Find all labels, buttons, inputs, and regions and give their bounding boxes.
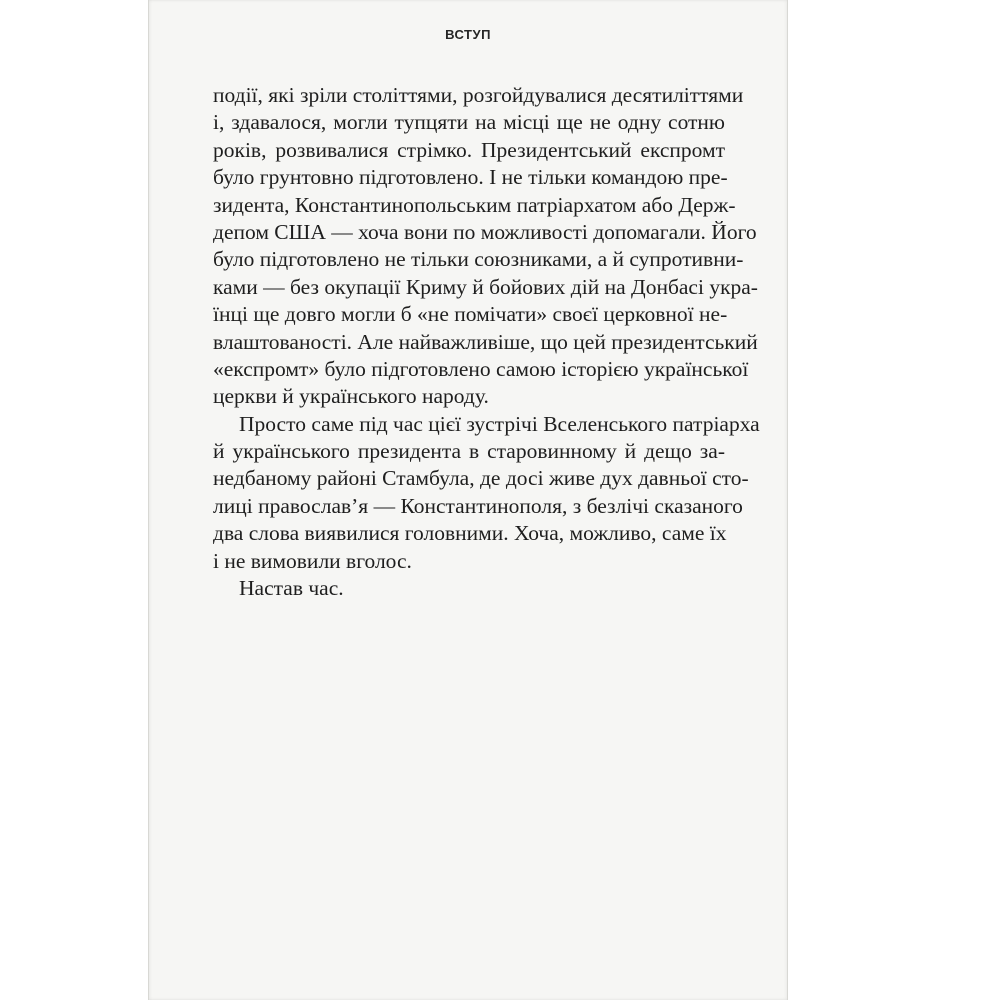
paragraph-1 xyxy=(213,82,758,411)
text-line: їнці ще довго могли б «не помічати» своєї церковної не- xyxy=(213,302,728,327)
text-line: й українського президента в старовинному й дещо за- xyxy=(213,439,725,464)
body-text xyxy=(213,82,760,602)
text-line: і, здавалося, могли тупцяти на місці ще не одну сотню xyxy=(213,110,725,135)
text-line: років, розвивалися стрімко. Президентський експромт xyxy=(213,137,725,162)
page-right-edge xyxy=(787,0,788,1000)
text-line: лиці православ’я — Константинополя, з безлічі сказаного xyxy=(213,493,743,518)
text-line: депом США — хоча вони по можливості допомагали. Його xyxy=(213,219,757,244)
text-line: «експромт» було підготовлено самою історією української xyxy=(213,356,749,381)
running-head: ВСТУП xyxy=(445,27,491,42)
paragraph-3 xyxy=(213,575,725,602)
text-line: два слова виявилися головними. Хоча, можливо, саме їх xyxy=(213,521,727,546)
text-line: влаштованості. Але найважливіше, що цей президентський xyxy=(213,329,758,354)
text-line: зидента, Константинопольським патріархатом або Держ- xyxy=(213,192,736,217)
text-line: церкви й українського народу. xyxy=(213,384,489,409)
text-line: було підготовлено не тільки союзниками, а й супротивни- xyxy=(213,247,744,272)
text-line: події, які зріли століттями, розгойдувалися десятиліттями xyxy=(213,83,744,107)
text-line: Настав час. xyxy=(239,576,344,601)
text-line: і не вимовили вголос. xyxy=(213,548,412,573)
page-left-edge xyxy=(148,0,149,1000)
paragraph-2 xyxy=(213,411,760,575)
book-page xyxy=(148,0,788,1000)
text-line: було грунтовно підготовлено. І не тільки командою пре- xyxy=(213,165,728,190)
text-line: Просто саме під час цієї зустрічі Вселенського патріарха xyxy=(239,411,760,436)
text-line: недбаному районі Стамбула, де досі живе дух давньої сто- xyxy=(213,466,749,491)
text-line: ками — без окупації Криму й бойових дій на Донбасі укра- xyxy=(213,274,758,299)
